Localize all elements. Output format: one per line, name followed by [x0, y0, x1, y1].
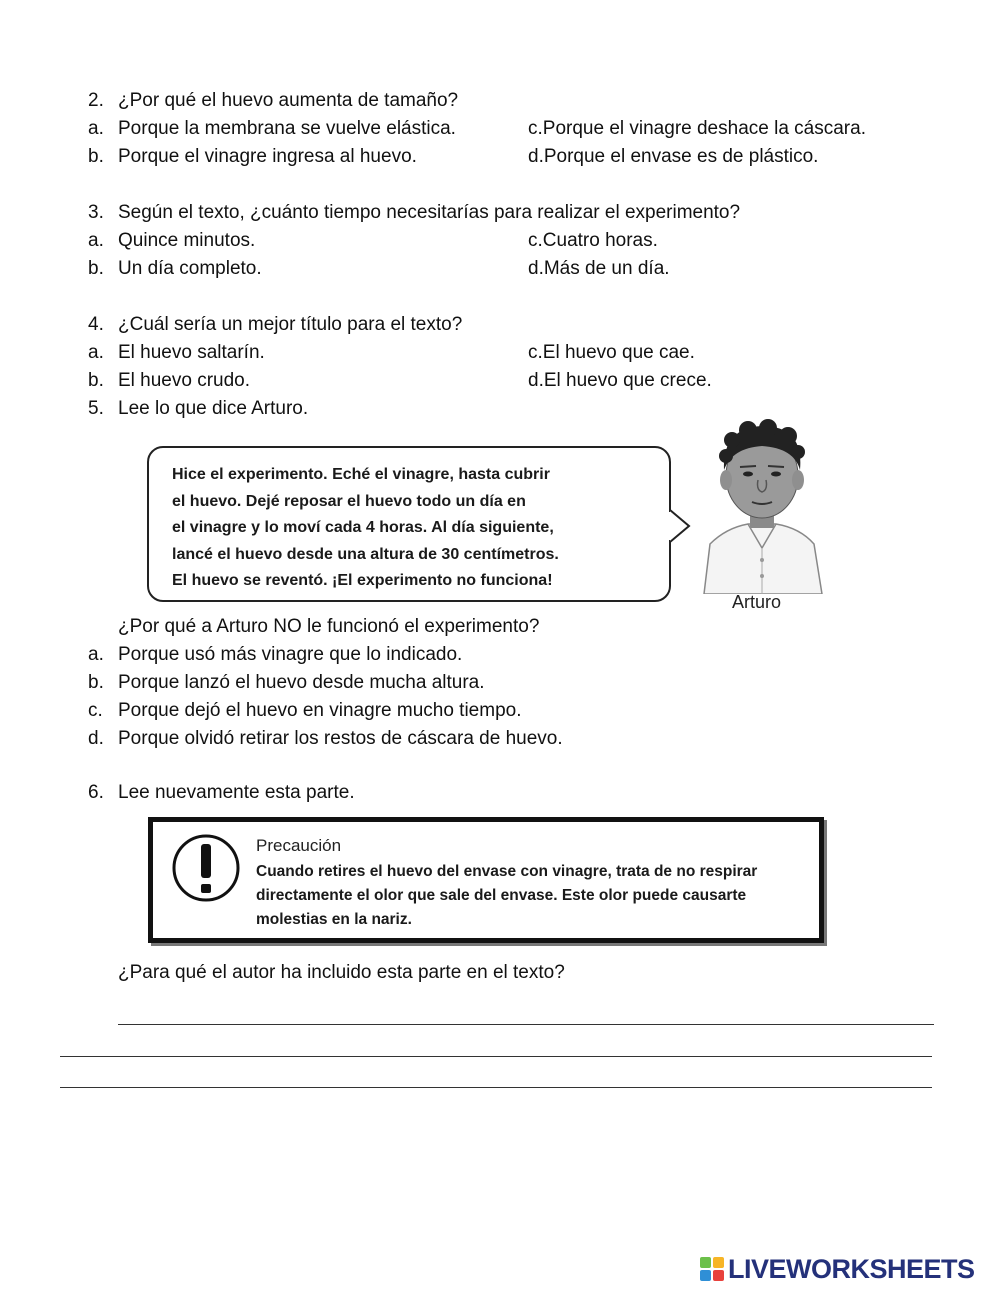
q2-b-letter: b. — [88, 146, 104, 167]
speech-bubble-tail — [669, 508, 693, 548]
q3-question: Según el texto, ¿cuánto tiempo necesitarías para realizar el experimento? — [118, 202, 741, 223]
exclamation-circle-icon — [170, 832, 242, 904]
q6-number: 6. — [88, 782, 104, 803]
q5-b-letter: b. — [88, 672, 104, 693]
q2-option-b[interactable]: Porque el vinagre ingresa al huevo. — [118, 146, 417, 167]
q5-prompt: Lee lo que dice Arturo. — [118, 398, 309, 419]
answer-line-1[interactable] — [118, 1024, 934, 1025]
character-name: Arturo — [732, 592, 782, 612]
q4-option-a[interactable]: El huevo saltarín. — [118, 342, 265, 363]
q3-option-d[interactable]: d.Más de un día. — [528, 258, 670, 279]
q5-a-letter: a. — [88, 644, 104, 665]
q4-a-letter: a. — [88, 342, 104, 363]
q3-option-b[interactable]: Un día completo. — [118, 258, 262, 279]
q4-option-b[interactable]: El huevo crudo. — [118, 370, 251, 391]
q4-question: ¿Cuál sería un mejor título para el texto? — [118, 314, 463, 335]
q3-a-letter: a. — [88, 230, 104, 251]
answer-line-3[interactable] — [60, 1087, 932, 1088]
q4-option-d[interactable]: d.El huevo que crece. — [528, 370, 712, 391]
q5-question: ¿Por qué a Arturo NO le funcionó el experimento? — [118, 616, 540, 637]
q5-d-letter: d. — [88, 728, 104, 749]
q2-a-letter: a. — [88, 118, 104, 139]
q2-option-c[interactable]: c.Porque el vinagre deshace la cáscara. — [528, 118, 866, 139]
q3-number: 3. — [88, 202, 104, 223]
q2-question: ¿Por qué el huevo aumenta de tamaño? — [118, 90, 459, 111]
q4-b-letter: b. — [88, 370, 104, 391]
q5-option-b[interactable]: Porque lanzó el huevo desde mucha altura. — [118, 672, 485, 693]
q6-prompt: Lee nuevamente esta parte. — [118, 782, 355, 803]
q2-option-d[interactable]: d.Porque el envase es de plástico. — [528, 146, 819, 167]
caution-title: Precaución — [256, 836, 342, 855]
q4-number: 4. — [88, 314, 104, 335]
q5-number: 5. — [88, 398, 104, 419]
caution-body: Cuando retires el huevo del envase con vinagre, trata de no respirar directamente el olor que sale del envase. Este olor puede causarte molestias en la nariz. — [256, 863, 758, 928]
q5-option-c[interactable]: Porque dejó el huevo en vinagre mucho tiempo. — [118, 700, 522, 721]
brand-name: LIVEWORKSHEETS — [728, 1253, 975, 1284]
brand-logo — [700, 1254, 975, 1284]
speech-bubble-text: Hice el experimento. Eché el vinagre, hasta cubrir el huevo. Dejé reposar el huevo todo un día en el vinagre y lo moví cada 4 horas. Al día siguiente, lancé el huevo desde una altura de 30 centímetros. El huevo se reventó. ¡El experimento no funciona! — [172, 466, 559, 589]
q5-option-d[interactable]: Porque olvidó retirar los restos de cáscara de huevo. — [118, 728, 563, 749]
answer-line-2[interactable] — [60, 1056, 932, 1057]
boy-portrait-icon — [696, 418, 828, 594]
q3-option-a[interactable]: Quince minutos. — [118, 230, 256, 251]
q5-option-a[interactable]: Porque usó más vinagre que lo indicado. — [118, 644, 463, 665]
q2-option-a[interactable]: Porque la membrana se vuelve elástica. — [118, 118, 456, 139]
liveworksheets-logo-icon — [700, 1257, 724, 1281]
q2-number: 2. — [88, 90, 104, 111]
q3-b-letter: b. — [88, 258, 104, 279]
q3-option-c[interactable]: c.Cuatro horas. — [528, 230, 658, 251]
q5-c-letter: c. — [88, 700, 103, 721]
q6-question: ¿Para qué el autor ha incluido esta parte en el texto? — [118, 962, 565, 983]
q4-option-c[interactable]: c.El huevo que cae. — [528, 342, 695, 363]
